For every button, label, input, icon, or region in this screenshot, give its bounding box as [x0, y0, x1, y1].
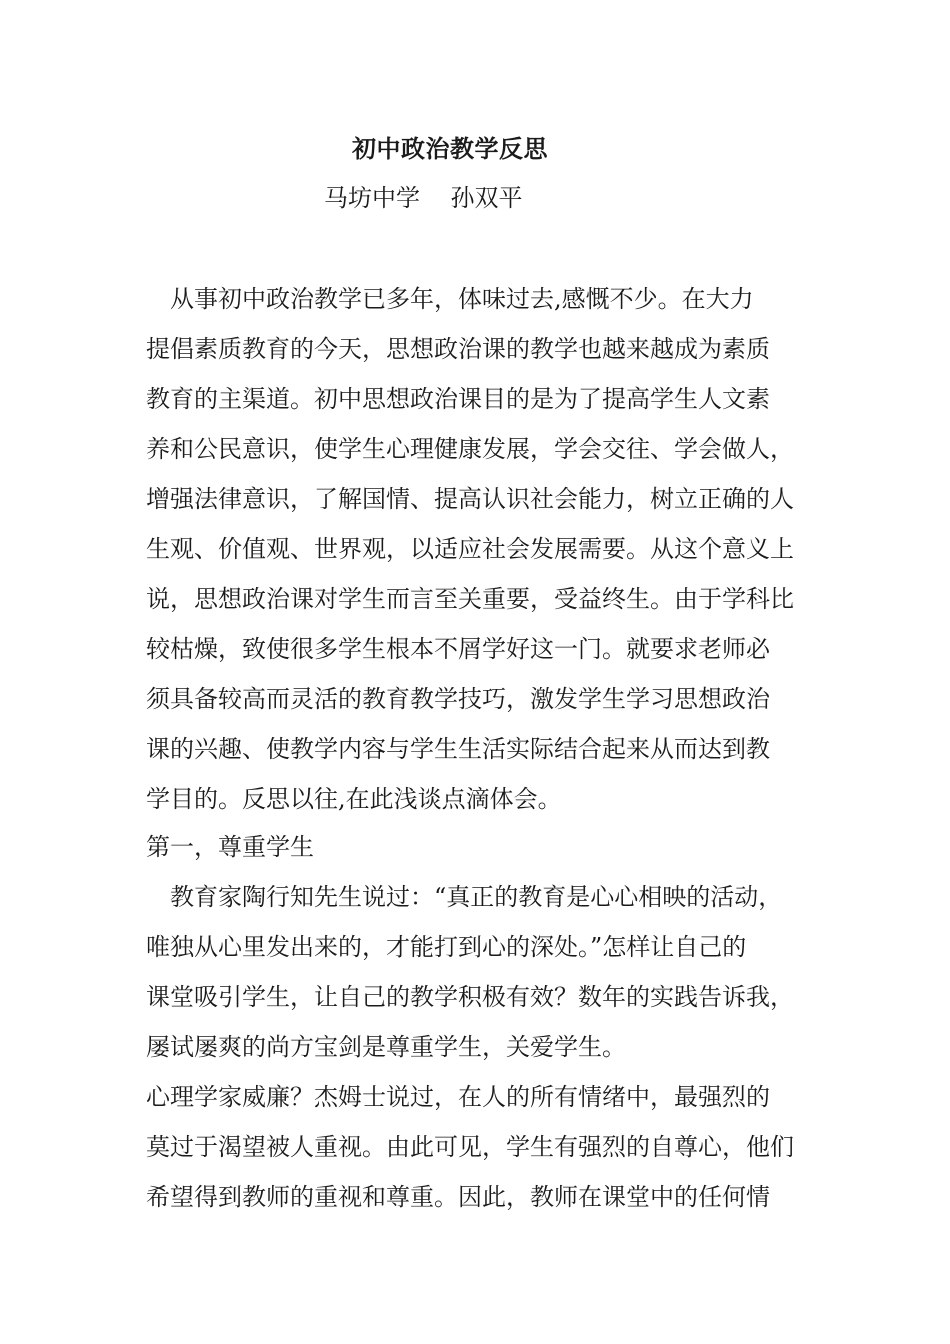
- body-line: 屡试屡爽的尚方宝剑是尊重学生，关爱学生。: [146, 1033, 626, 1061]
- body-line: 课的兴趣、使教学内容与学生生活实际结合起来从而达到教: [146, 735, 770, 763]
- body-line: 养和公民意识，使学生心理健康发展，学会交往、学会做人，: [146, 435, 794, 463]
- body-line: 课堂吸引学生，让自己的教学积极有效？数年的实践告诉我，: [146, 983, 794, 1011]
- section-heading: 第一，尊重学生: [146, 833, 314, 861]
- author-byline: 马坊中学 孙双平: [324, 184, 523, 212]
- body-line: 莫过于渴望被人重视。由此可见，学生有强烈的自尊心，他们: [146, 1133, 794, 1161]
- document-title: 初中政治教学反思: [352, 134, 548, 163]
- body-line: 从事初中政治教学已多年，体味过去,感慨不少。在大力: [146, 285, 754, 313]
- body-line: 唯独从心里发出来的，才能打到心的深处。”怎样让自己的: [146, 933, 747, 961]
- body-line: 增强法律意识，了解国情、提高认识社会能力，树立正确的人: [146, 485, 794, 513]
- body-line: 提倡素质教育的今天，思想政治课的教学也越来越成为素质: [146, 335, 770, 363]
- body-line: 教育家陶行知先生说过：“真正的教育是心心相映的活动，: [146, 883, 783, 911]
- body-line: 心理学家威廉？杰姆士说过，在人的所有情绪中，最强烈的: [146, 1083, 770, 1111]
- body-line: 希望得到教师的重视和尊重。因此，教师在课堂中的任何情: [146, 1183, 770, 1211]
- body-line: 说，思想政治课对学生而言至关重要，受益终生。由于学科比: [146, 585, 794, 613]
- body-line: 学目的。反思以往,在此浅谈点滴体会。: [146, 785, 562, 813]
- body-line: 教育的主渠道。初中思想政治课目的是为了提高学生人文素: [146, 385, 770, 413]
- body-line: 较枯燥，致使很多学生根本不屑学好这一门。就要求老师必: [146, 635, 770, 663]
- body-line: 生观、价值观、世界观，以适应社会发展需要。从这个意义上: [146, 535, 794, 563]
- body-line: 须具备较高而灵活的教育教学技巧，激发学生学习思想政治: [146, 685, 770, 713]
